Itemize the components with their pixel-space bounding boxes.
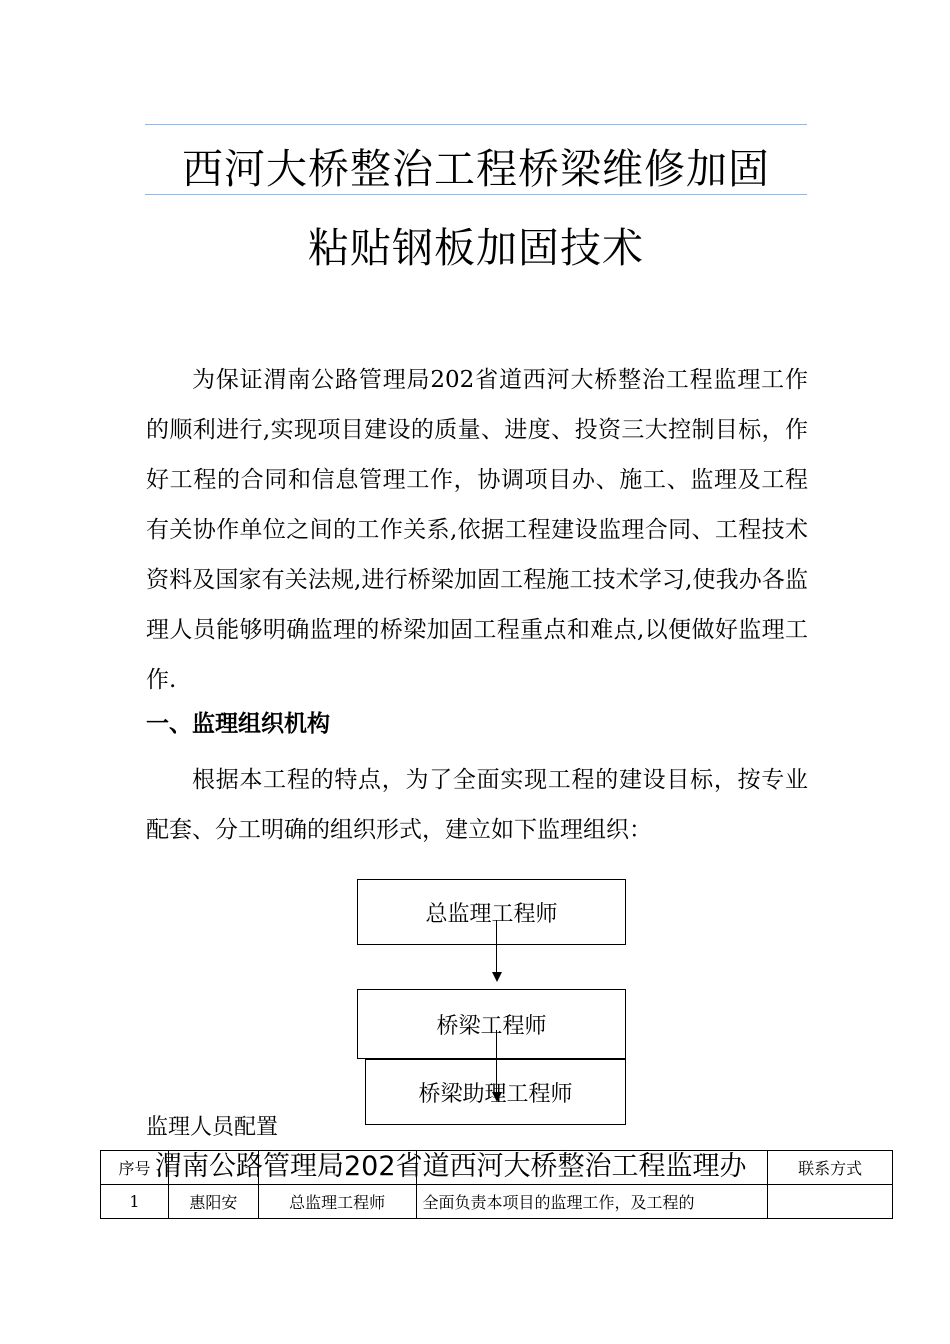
- org-node-label: 总监理工程师: [425, 901, 558, 927]
- section-paragraph: 根据本工程的特点，为了全面实现工程的建设目标，按专业配套、分工明确的组织形式，建立如下监理组织：: [146, 767, 808, 843]
- intro-paragraph: 为保证渭南公路管理局202省道西河大桥整治工程监理工作的顺利进行,实现项目建设的质量、进度、投资三大控制目标，作好工程的合同和信息管理工作，协调项目办、施工、监理及工程有关协作单位之间的工作关系,依据工程建设监理合同、工程技术资料及国家有关法规,进行桥梁加固工程施工技术学习,使我办各监理人员能够明确监理的桥梁加固工程重点和难点,以便做好监理工作.: [146, 367, 808, 693]
- table-cell: 惠阳安: [168, 1185, 258, 1219]
- table-header-cell: 联系方式: [768, 1151, 893, 1185]
- document-title-line1: 西河大桥整治工程桥梁维修加固: [182, 145, 770, 193]
- org-node-chief-engineer: [357, 879, 626, 945]
- table-cell: 全面负责本项目的监理工作，及工程的: [416, 1185, 768, 1219]
- footer-overlay-text: 渭南公路管理局202省道西河大桥整治工程监理办: [155, 1151, 747, 1182]
- org-node-label: 桥梁工程师: [436, 1013, 547, 1039]
- table-cell: 总监理工程师: [258, 1185, 416, 1219]
- table-cell: [768, 1185, 893, 1219]
- table-cell: 1: [101, 1185, 169, 1219]
- arrow-down-icon: [492, 972, 502, 982]
- table-header-cell: 序号: [101, 1151, 169, 1185]
- org-connector: [496, 1030, 497, 1092]
- table-row: [101, 1185, 893, 1219]
- org-node-bridge-engineer: [357, 989, 626, 1059]
- document-title-line2: 粘贴钢板加固技术: [308, 224, 644, 272]
- title-rule-bottom: [145, 194, 807, 195]
- title-rule-top: [145, 124, 807, 125]
- arrow-down-icon: [492, 1092, 502, 1102]
- org-node-label: 桥梁助理工程师: [418, 1081, 573, 1107]
- section-heading: 一、监理组织机构: [146, 711, 330, 737]
- org-connector: [496, 920, 497, 972]
- staff-section-label: 监理人员配置: [146, 1115, 279, 1140]
